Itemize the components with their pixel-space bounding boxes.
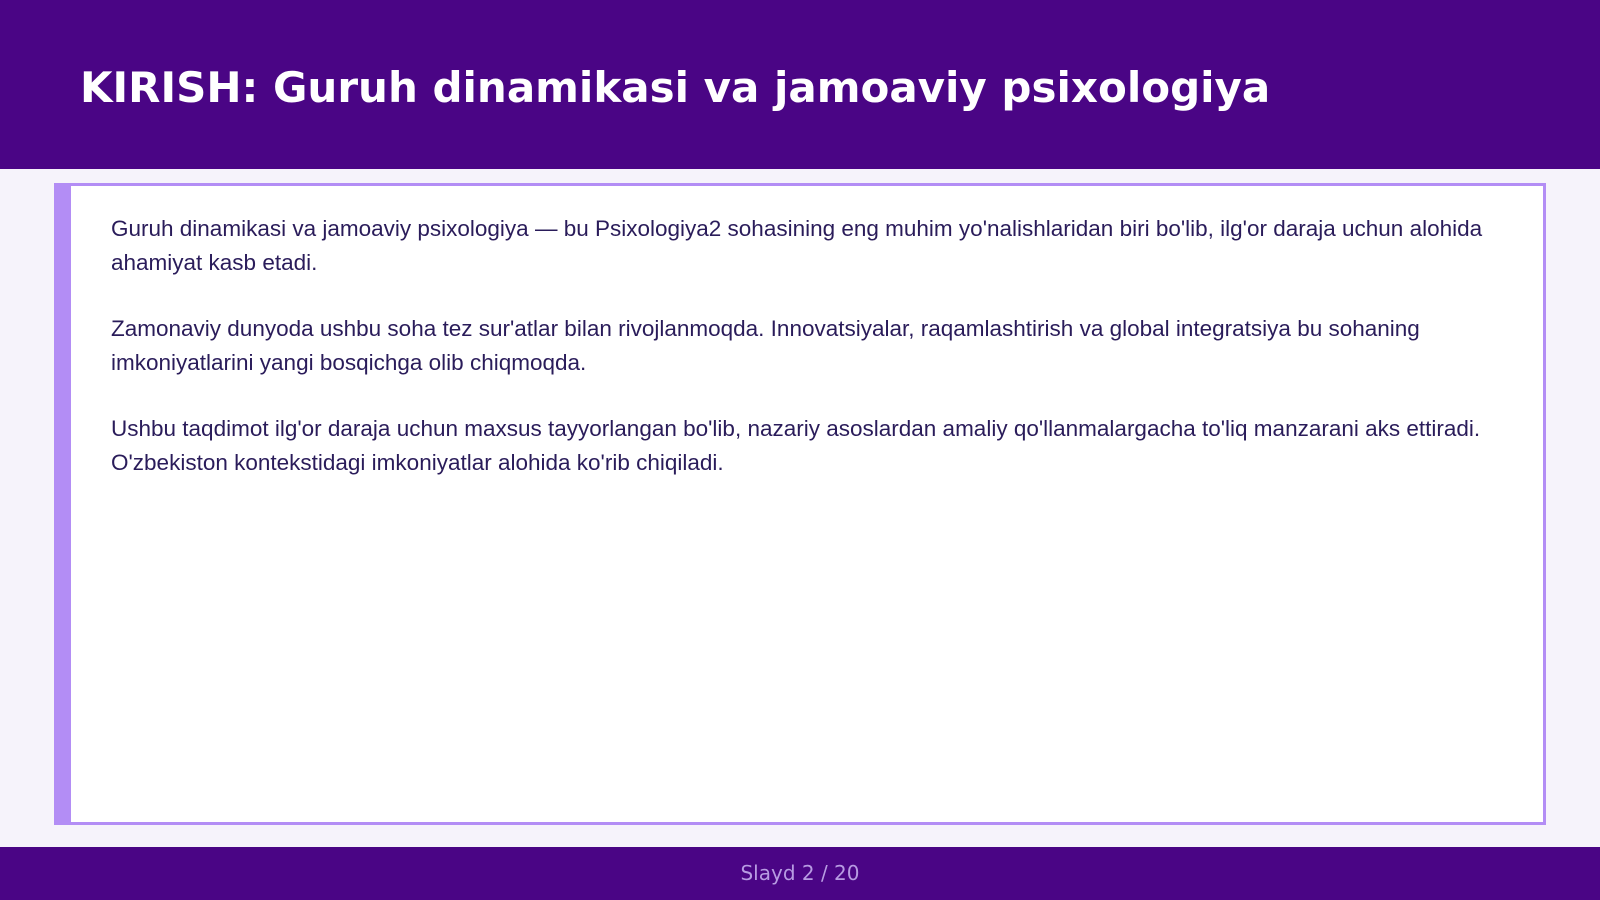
paragraph-3: Ushbu taqdimot ilg'or daraja uchun maxsus tayyorlangan bo'lib, nazariy asoslardan amaliy qo'llanmalargacha to'liq manzarani aks ettiradi. O'zbekiston kontekstidagi imkoniyatlar alohida ko'rib chiqiladi. xyxy=(111,416,1481,475)
content-card xyxy=(54,183,1546,825)
content-body xyxy=(111,212,1511,512)
paragraph-1: Guruh dinamikasi va jamoaviy psixologiya — bu Psixologiya2 sohasining eng muhim yo'nalishlaridan biri bo'lib, ilg'or daraja uchun alohida ahamiyat kasb etadi. xyxy=(111,216,1483,275)
slide-title: KIRISH: Guruh dinamikasi va jamoaviy psixologiya xyxy=(80,63,1271,112)
slide-header xyxy=(0,0,1600,169)
slide-footer xyxy=(0,847,1600,900)
slide-counter: Slayd 2 / 20 xyxy=(740,861,860,885)
paragraph-2: Zamonaviy dunyoda ushbu soha tez sur'atlar bilan rivojlanmoqda. Innovatsiyalar, raqamlashtirish va global integratsiya bu sohaning imkoniyatlarini yangi bosqichga olib chiqmoqda. xyxy=(111,316,1420,375)
